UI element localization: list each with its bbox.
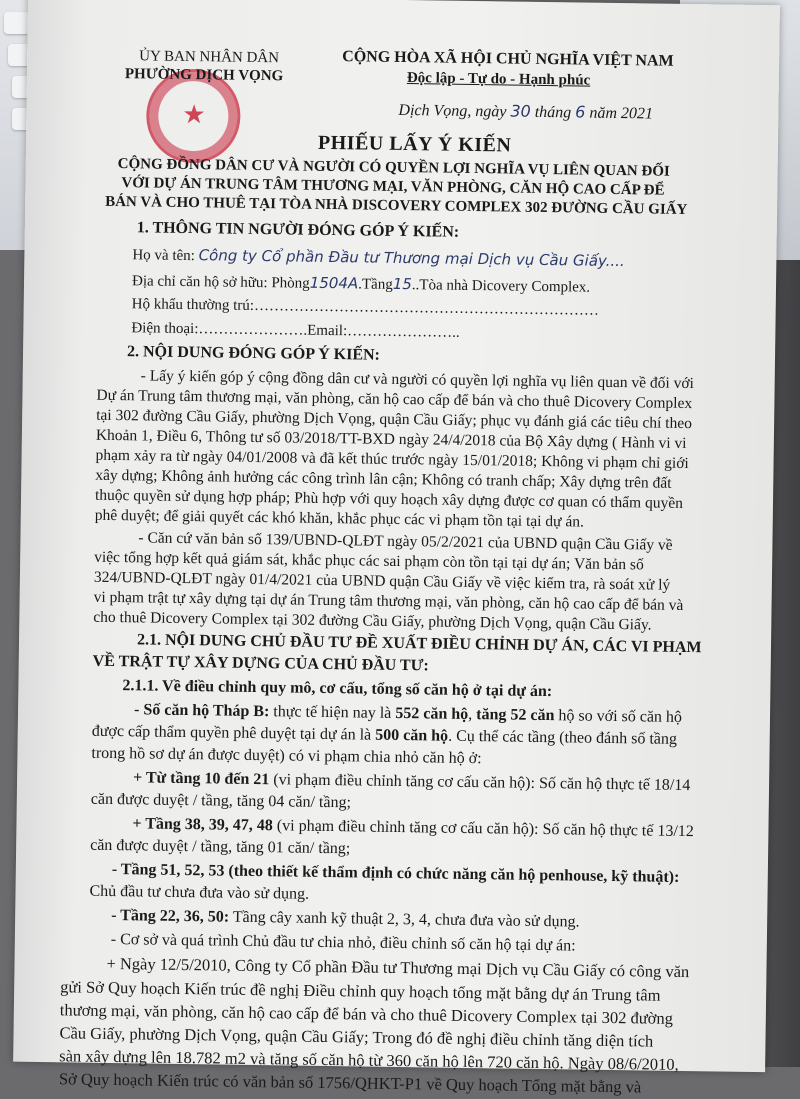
floor-label: .Tầng [358, 276, 393, 293]
place-date [398, 100, 653, 125]
history-line: Cầu Giấy, phường Dịch Vọng, quận Cầu Giấy; Trong đó đề nghị điều chỉnh tăng diện tích [59, 1023, 654, 1051]
document-title: PHIẾU LẤY Ý KIẾN [317, 131, 512, 157]
month-value: 6 [575, 102, 586, 122]
p1-line: Dự án Trung tâm thương mại, văn phòng, căn hộ cao cấp để bán và cho thuê Dicovery Complex [96, 386, 693, 413]
tower-b-approved-count: 500 căn hộ [375, 726, 449, 745]
history-line: gửi Sở Quy hoạch Kiến trúc đề nghị Điều chỉnh quy hoạch tổng mặt bằng dự án Trung tâm [60, 977, 661, 1005]
year-label: năm 2021 [589, 104, 654, 123]
floors-51-53: - Tầng 51, 52, 53 (theo thiết kế thẩm định có chức năng căn hộ penhouse, kỹ thuật): [111, 861, 680, 886]
nation-title: CỘNG HÒA XÃ HỘI CHỦ NGHĨA VIỆT NAM [342, 48, 674, 70]
star-icon: ★ [182, 99, 206, 131]
tower-b-increase: tăng 52 căn [476, 706, 555, 725]
nation-motto: Độc lập - Tự do - Hạnh phúc [406, 70, 591, 89]
history-line: sàn xây dựng lên 18.782 m2 và tăng số căn hộ từ 360 căn hộ lên 720 căn hộ. Ngày 08/6/2010, [59, 1046, 679, 1074]
name-handwritten: Công ty Cổ phần Đầu tư Thương mại Dịch vụ Cầu Giấy.... [198, 246, 625, 271]
month-label: tháng [534, 103, 572, 122]
p1-line: - Lấy ý kiến góp ý cộng đồng dân cư và người có quyền lợi nghĩa vụ liên quan về đối với [140, 367, 695, 393]
floor-handwritten: 15 [392, 274, 412, 294]
contact-row: Điện thoại:………………….Email:………………….. [131, 320, 460, 341]
floors-38-48-label: + Tầng 38, 39, 47, 48 [132, 815, 273, 835]
history-line: Sở Quy hoạch Kiến trúc có văn bản số 1756/QHKT-P1 về Quy hoạch Tổng mặt bằng và [58, 1069, 642, 1097]
tower-b-count: 552 căn hộ [395, 704, 469, 723]
subtitle-line3: BÁN VÀ CHO THUÊ TẠI TÒA NHÀ DISCOVERY COMPLEX 302 ĐƯỜNG CẦU GIẤY [105, 193, 688, 218]
household-row: Hộ khẩu thường trú:…………………………………………………………… [131, 296, 600, 319]
p2-line: việc tổng hợp kết quả giám sát, khắc phục các sai phạm còn tồn tại tại dự án; Văn bản số [94, 548, 644, 574]
tower-b-text2: hộ so với số căn hộ [554, 707, 683, 726]
p1-line: Khoản 1, Điều 6, Thông tư số 03/2018/TT-BXD ngày 24/4/2018 của Bộ Xây dựng ( Hành vi vi [95, 426, 687, 452]
address-row [132, 270, 590, 297]
s211-heading: 2.1.1. Về điều chỉnh quy mô, cơ cấu, tổng số căn hộ ở tại dự án: [122, 677, 553, 701]
p1-line: phê duyệt; để giải quyết các khó khăn, khắc phục các vi phạm tồn tại tại dự án. [94, 506, 585, 531]
org-name-line2: PHƯỜNG DỊCH VỌNG [124, 66, 284, 85]
p2-line: - Căn cứ văn bản số 139/UBND-QLĐT ngày 05/2/2021 của UBND quận Cầu Giấy về [138, 529, 673, 554]
floors-38-48-line2: căn được duyệt / tầng, tăng 01 căn/ tầng; [90, 836, 351, 858]
tower-b-label: - Số căn hộ Tháp B: [133, 701, 270, 721]
floors-22-50-text: Tầng cây xanh kỹ thuật 2, 3, 4, chưa đưa vào sử dụng. [228, 908, 580, 931]
history-line: + Ngày 12/5/2010, Công ty Cổ phần Đầu tư Thương mại Dịch vụ Cầu Giấy có công văn [106, 953, 690, 982]
address-label: Địa chỉ căn hộ sở hữu: Phòng [131, 273, 310, 292]
subtitle-line1: CỘNG ĐỒNG DÂN CƯ VÀ NGƯỜI CÓ QUYỀN LỢI NGHĨA VỤ LIÊN QUAN ĐỐI [117, 156, 670, 180]
tower-b-approved-rest: . Cụ thể các tầng (theo đánh số tầng [448, 727, 678, 748]
floors-38-48-text: (vi phạm điều chỉnh tăng cơ cấu căn hộ): Số căn hộ thực tế 13/12 [272, 817, 694, 841]
name-label: Họ và tên: [132, 247, 195, 265]
floors-51-53-line2: Chủ đầu tư chưa đưa vào sử dụng. [89, 882, 310, 903]
p2-line: 324/UBND-QLĐT ngày 01/4/2021 của UBND quận Cầu Giấy về việc kiểm tra, rà soát xử lý [93, 568, 671, 594]
tower-b-text: thực tế hiện nay là [269, 703, 396, 722]
s21-heading-line2: VỀ TRẬT TỰ XÂY DỰNG CỦA CHỦ ĐẦU TƯ: [92, 652, 429, 675]
floors-10-21-line2: căn được duyệt / tầng, tăng 04 căn/ tầng; [90, 790, 352, 812]
subtitle-line2: VỚI DỰ ÁN TRUNG TÂM THƯƠNG MẠI, VĂN PHÒNG, CĂN HỘ CAO CẤP ĐỂ [121, 175, 665, 199]
p2-line: cho thuê Dicovery Complex tại 302 đường Cầu Giấy, phường Dịch Vọng, quận Cầu Giấy. [93, 608, 652, 634]
place-date-label: Dịch Vọng, ngày [398, 101, 507, 121]
floors-10-21-label: + Từ tầng 10 đến 21 [132, 769, 270, 789]
p1-line: xây dựng; Không ảnh hưởng các công trình lân cận; Không có tranh chấp; Xây dựng trên đất [95, 466, 672, 492]
floors-22-50-label: - Tầng 22, 36, 50: [111, 907, 230, 926]
basis-line: - Cơ sở và quá trình Chủ đầu tư chia nhỏ, điều chỉnh số căn hộ tại dự án: [110, 930, 576, 955]
p1-line: tại 302 đường Cầu Giấy, phường Dịch Vọng, quận Cầu Giấy; phục vụ đánh giá các tiêu chí theo [96, 406, 693, 433]
tower-b-approved-text: được cấp thẩm quyền phê duyệt tại dự án là [91, 722, 376, 744]
s21-heading-line1: 2.1. NỘI DUNG CHỦ ĐẦU TƯ ĐỀ XUẤT ĐIỀU CHỈNH DỰ ÁN, CÁC VI PHẠM [136, 631, 702, 657]
floors-22-50 [111, 906, 580, 933]
p2-line: vi phạm trật tự xây dựng tại dự án Trung tâm thương mại, văn phòng, căn hộ cao cấp để bán và [93, 588, 684, 614]
building-label: ..Tòa nhà Dicovery Complex. [411, 277, 591, 296]
org-name-line1: ỦY BAN NHÂN DÂN [139, 48, 280, 67]
history-line: thương mại, văn phòng, căn hộ cao cấp để bán và cho thuê Dicovery Complex tại 302 đường [59, 1000, 674, 1028]
p1-line: thuộc quyền sử dụng hợp pháp; Phù hợp với quy hoạch xây dựng được cơ quan có thẩm quyền [94, 486, 684, 512]
floors-10-21-text: (vi phạm điều chỉnh tăng cơ cấu căn hộ): Số căn hộ thực tế 18/14 [269, 771, 691, 795]
room-handwritten: 1504A [309, 273, 359, 293]
p1-line: phạm xảy ra từ ngày 04/01/2008 và đã kết thúc trước ngày 15/01/2018; Không vi phạm chỉ giới [95, 446, 689, 473]
section2-heading: 2. NỘI DUNG ĐÓNG GÓP Ý KIẾN: [126, 343, 381, 364]
document-page [13, 0, 780, 1097]
day-value: 30 [510, 101, 531, 121]
section1-heading: 1. THÔNG TIN NGƯỜI ĐÓNG GÓP Ý KIẾN: [136, 219, 460, 241]
tower-b-line3: trong hồ sơ dự án được duyệt) có vi phạm chia nhỏ căn hộ ở: [91, 744, 482, 768]
name-row [132, 244, 625, 272]
tower-b-sep: , [468, 705, 477, 724]
